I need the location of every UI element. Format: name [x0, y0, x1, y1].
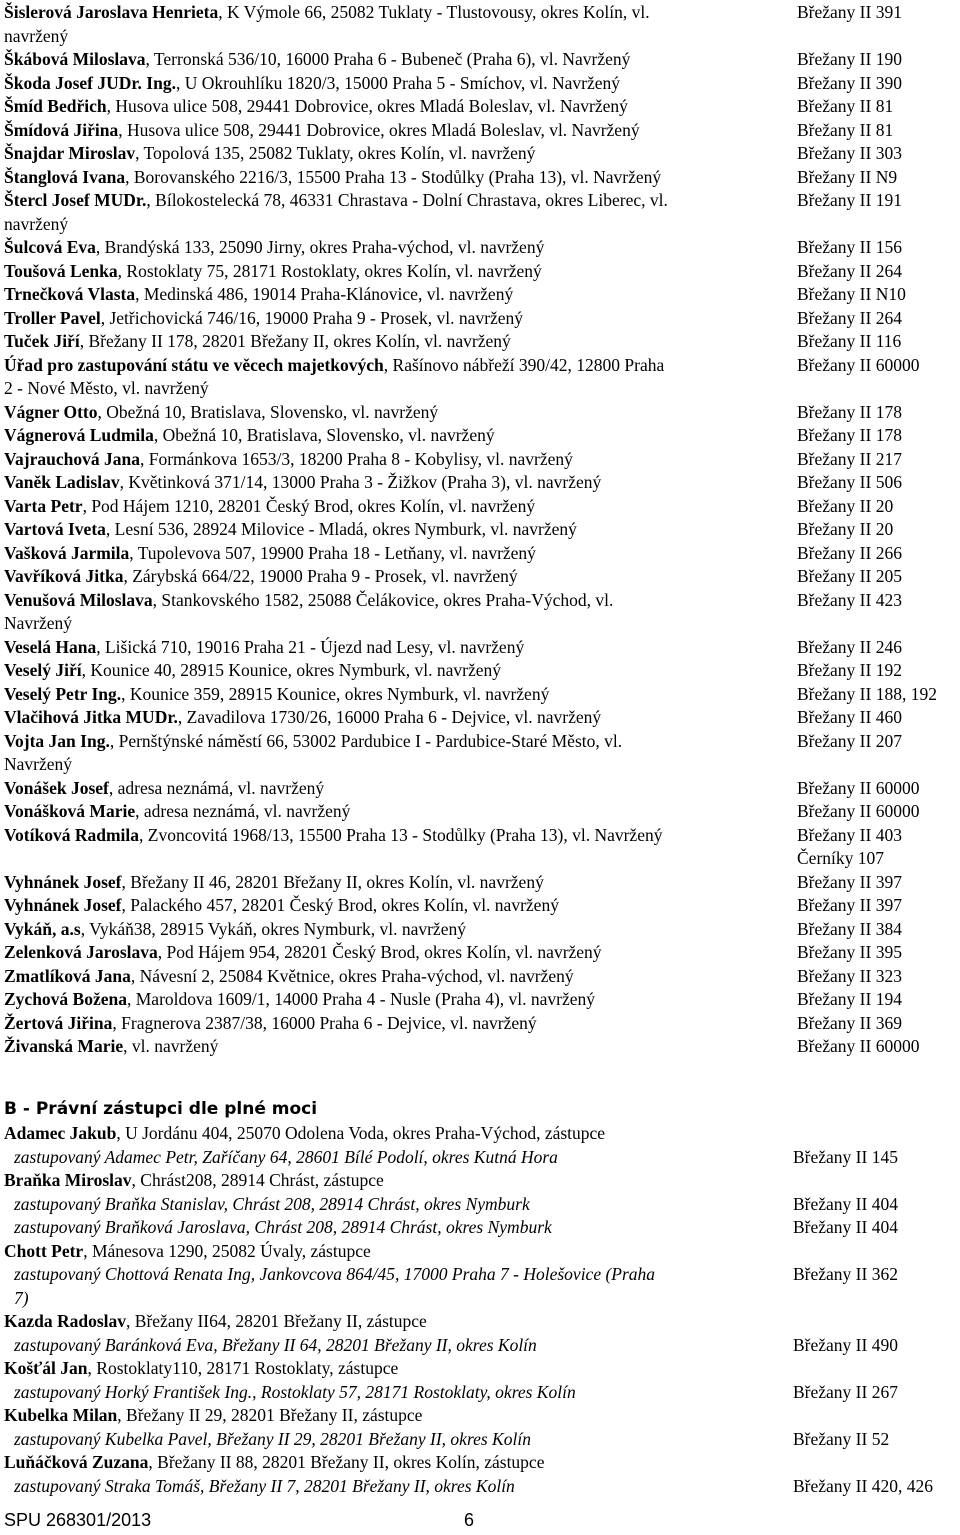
parcel-location: Břežany II 60000	[797, 777, 920, 798]
owner-name: Vonášek Josef	[4, 777, 109, 798]
owner-name: Vágner Otto	[4, 401, 98, 422]
owner-name: Vykáň, a.s	[4, 918, 81, 939]
represented-client	[14, 1381, 956, 1405]
owner-name: Vojta Jan Ing.	[4, 730, 110, 751]
representative-name: Chott Petr	[4, 1240, 84, 1261]
owner-text	[4, 424, 792, 448]
representative-address: , Břežany II 29, 28201 Břežany II, zástupce	[117, 1405, 423, 1425]
parcel-location: Břežany II 60000	[797, 801, 920, 821]
owner-text	[4, 72, 792, 96]
representative-name: Kazda Radoslav	[4, 1311, 127, 1331]
owner-address: , K Výmole 66, 25082 Tuklaty - Tlustovousy, okres Kolín, vl.	[218, 2, 650, 22]
owner-entry	[4, 659, 956, 683]
parcel-location: Břežany II 397	[797, 895, 902, 915]
owner-entry	[4, 965, 956, 989]
owner-name: Zelenková Jaroslava	[4, 942, 158, 962]
owner-name: Šislerová Jaroslava Henrieta	[4, 2, 219, 22]
owner-address: , Formánkova 1653/3, 18200 Praha 8 - Kobylisy, vl. navržený	[139, 448, 573, 469]
representative	[4, 1451, 544, 1475]
parcel-location: Břežany II 145	[793, 1146, 898, 1167]
owner-text	[4, 142, 792, 166]
representative	[4, 1357, 398, 1381]
owner-text	[4, 941, 792, 965]
representative-address: , Břežany II64, 28201 Břežany II, zástupce	[126, 1311, 427, 1331]
owner-text	[4, 330, 792, 354]
parcel-location: Břežany II 460	[797, 707, 902, 727]
owner-address: , Lesní 536, 28924 Milovice - Mladá, okres Nymburk, vl. navržený	[105, 519, 577, 539]
owner-name: Votíková Radmila	[4, 824, 140, 845]
parcel-location: Břežany II 188, 192	[797, 683, 937, 704]
owner-name: Venušová Miloslava	[4, 589, 153, 610]
owner-text	[4, 706, 792, 730]
represented-client	[14, 1216, 956, 1240]
owner-name: Vaněk Ladislav	[4, 472, 120, 492]
owner-entry	[4, 542, 956, 566]
parcel-location: Břežany II N9	[797, 166, 898, 187]
owner-entry	[4, 95, 956, 119]
owner-address: , Maroldova 1609/1, 14000 Praha 4 - Nusle (Praha 4), vl. navržený	[127, 989, 596, 1009]
owner-address: , Pod Hájem 954, 28201 Český Brod, okres Kolín, vl. navržený	[157, 942, 602, 962]
represented-client	[14, 1428, 956, 1452]
owner-entry	[4, 1035, 956, 1059]
owner-text	[4, 659, 792, 683]
owner-text	[4, 1012, 792, 1036]
owner-address: , Bílokostelecká 78, 46331 Chrastava - Dolní Chrastava, okres Liberec, vl.	[146, 190, 668, 210]
parcel-location: Břežany II 390	[797, 72, 902, 93]
owner-entry	[4, 448, 956, 472]
owner-address: , Medinská 486, 19014 Praha-Klánovice, vl. navržený	[135, 284, 514, 304]
owner-name: Troller Pavel	[4, 307, 101, 328]
owner-text	[4, 871, 792, 895]
parcel-location: Břežany II 81	[797, 119, 894, 140]
parcel-location: Břežany II 60000	[797, 354, 920, 375]
owner-text	[4, 800, 792, 824]
owner-entry	[4, 119, 956, 143]
owner-text	[4, 1, 792, 25]
owner-entry	[4, 401, 956, 425]
represented-client	[14, 1193, 956, 1217]
representative-address: , Mánesova 1290, 25082 Úvaly, zástupce	[83, 1240, 371, 1261]
owner-address: , Obežná 10, Bratislava, Slovensko, vl. navržený	[153, 425, 495, 445]
owner-name: Úřad pro zastupování státu ve věcech majetkových	[4, 354, 384, 375]
owner-name: Veselý Jiří	[4, 660, 82, 680]
owner-name: Živanská Marie	[4, 1036, 124, 1056]
represented-client-text: zastupovaný Braňka Stanislav, Chrást 208, 28914 Chrást, okres Nymburk	[14, 1193, 530, 1214]
owner-name: Veselá Hana	[4, 636, 97, 657]
parcel-location-extra: Černíky 107	[797, 848, 885, 868]
owner-text	[4, 589, 792, 613]
parcel-location: Břežany II 116	[797, 331, 902, 351]
owner-text	[4, 95, 792, 119]
owner-address: , Husova ulice 508, 29441 Dobrovice, okres Mladá Boleslav, vl. Navržený	[118, 119, 640, 140]
owner-text	[4, 542, 792, 566]
owner-text-continuation: navržený	[4, 213, 69, 234]
owner-entry	[4, 283, 956, 307]
represented-client	[14, 1263, 956, 1287]
owner-name: Zmatlíková Jana	[4, 965, 131, 986]
owner-address: , Vykáň38, 28915 Vykáň, okres Nymburk, vl. navržený	[80, 918, 466, 939]
page-number: 6	[464, 1510, 475, 1530]
parcel-location: Břežany II 267	[793, 1381, 898, 1402]
owner-address: , Zárybská 664/22, 19000 Praha 9 - Prosek, vl. navržený	[123, 566, 518, 586]
representative-name: Košťál Jan	[4, 1358, 88, 1378]
parcel-location: Břežany II 52	[793, 1428, 890, 1449]
represented-client-text: zastupovaný Straka Tomáš, Břežany II 7, 28201 Břežany II, okres Kolín	[14, 1475, 515, 1496]
parcel-location: Břežany II 190	[797, 49, 902, 69]
owner-entry	[4, 236, 956, 260]
owner-entry	[4, 189, 956, 213]
parcel-location: Břežany II 205	[797, 566, 902, 586]
owner-entry	[4, 565, 956, 589]
parcel-location: Břežany II 397	[797, 871, 902, 892]
owner-text-continuation: Navržený	[4, 613, 73, 633]
representative-name: Braňka Miroslav	[4, 1170, 132, 1190]
owner-text	[4, 824, 792, 848]
parcel-location: Břežany II 362	[793, 1264, 898, 1284]
owner-entry	[4, 354, 956, 378]
represented-client-text: zastupovaný Chottová Renata Ing, Jankovcova 864/45, 17000 Praha 7 - Holešovice (Praha	[14, 1264, 656, 1284]
owner-address: , Břežany II 46, 28201 Břežany II, okres Kolín, vl. navržený	[121, 871, 544, 892]
owner-name: Veselý Petr Ing.	[4, 683, 122, 704]
parcel-location: Břežany II 20	[797, 519, 894, 539]
parcel-location: Břežany II 60000	[797, 1036, 920, 1056]
representative-name: Adamec Jakub	[4, 1123, 117, 1143]
represented-client	[14, 1146, 956, 1170]
representative-address: , Břežany II 88, 28201 Břežany II, okres Kolín, zástupce	[148, 1452, 545, 1472]
representative	[4, 1240, 371, 1264]
owner-entry	[4, 941, 956, 965]
parcel-location: Břežany II 404	[793, 1217, 898, 1237]
document-id: SPU 268301/2013	[4, 1510, 152, 1530]
owner-text	[4, 260, 792, 284]
parcel-location: Břežany II 266	[797, 542, 902, 563]
parcel-location: Břežany II N10	[797, 284, 906, 304]
owner-entry	[4, 824, 956, 848]
owner-name: Trnečková Vlasta	[4, 284, 136, 304]
parcel-location: Břežany II 156	[797, 237, 902, 257]
owner-name: Zychová Božena	[4, 989, 127, 1009]
owner-text	[4, 1035, 792, 1059]
owner-text	[4, 730, 792, 754]
representative-address: , Chrást208, 28914 Chrást, zástupce	[131, 1170, 384, 1190]
represented-client-text: zastupovaný Baránková Eva, Břežany II 64, 28201 Břežany II, okres Kolín	[14, 1334, 537, 1355]
represented-client-text: zastupovaný Adamec Petr, Zaříčany 64, 28601 Bílé Podolí, okres Kutná Hora	[14, 1146, 558, 1167]
owner-entry	[4, 48, 956, 72]
owner-text-continuation: Navržený	[4, 754, 73, 774]
owner-address: , Rašínovo nábřeží 390/42, 12800 Praha	[383, 354, 665, 375]
owner-name: Štercl Josef MUDr.	[4, 190, 147, 210]
owner-entry	[4, 777, 956, 801]
owner-address: , Rostoklaty 75, 28171 Rostoklaty, okres Kolín, vl. navržený	[117, 260, 542, 281]
owner-name: Vajrauchová Jana	[4, 448, 140, 469]
owner-entry	[4, 260, 956, 284]
parcel-location: Břežany II 20	[797, 495, 894, 516]
owner-entry	[4, 800, 956, 824]
owner-text	[4, 495, 792, 519]
owner-entry	[4, 706, 956, 730]
represented-client-text: zastupovaný Horký František Ing., Rostoklaty 57, 28171 Rostoklaty, okres Kolín	[14, 1381, 576, 1402]
parcel-location: Břežany II 194	[797, 989, 902, 1009]
owner-address: , adresa neznámá, vl. navržený	[108, 777, 325, 798]
owner-address: , Pod Hájem 1210, 28201 Český Brod, okres Kolín, vl. navržený	[82, 495, 536, 516]
owner-entry	[4, 918, 956, 942]
owner-address: , Kounice 359, 28915 Kounice, okres Nymburk, vl. navržený	[121, 683, 550, 704]
owner-name: Vágnerová Ludmila	[4, 425, 154, 445]
owner-text-continuation: 2 - Nové Město, vl. navržený	[4, 378, 209, 398]
owner-text	[4, 307, 792, 331]
owner-name: Vašková Jarmila	[4, 542, 130, 563]
owner-text	[4, 48, 792, 72]
parcel-location: Břežany II 81	[797, 96, 894, 116]
owner-entry	[4, 471, 956, 495]
owner-address: , Borovanského 2216/3, 15500 Praha 13 - Stodůlky (Praha 13), vl. Navržený	[125, 166, 662, 187]
owner-text	[4, 777, 792, 801]
owner-entry	[4, 424, 956, 448]
owner-entry	[4, 589, 956, 613]
parcel-location: Břežany II 264	[797, 260, 902, 281]
owner-text	[4, 636, 792, 660]
owner-name: Šmídová Jiřina	[4, 119, 119, 140]
owner-name: Žertová Jiřina	[4, 1012, 113, 1033]
representative-address: , U Jordánu 404, 25070 Odolena Voda, okres Praha-Východ, zástupce	[116, 1123, 606, 1143]
parcel-location: Břežany II 490	[793, 1334, 898, 1355]
parcel-location: Břežany II 217	[797, 448, 902, 469]
owner-entry	[4, 894, 956, 918]
owner-text	[4, 965, 792, 989]
owner-address: , Tupolevova 507, 19900 Praha 18 - Letňany, vl. navržený	[129, 542, 536, 563]
owner-text	[4, 565, 792, 589]
owner-text	[4, 401, 792, 425]
owner-address: , Husova ulice 508, 29441 Dobrovice, okres Mladá Boleslav, vl. Navržený	[106, 96, 628, 116]
owner-entry	[4, 330, 956, 354]
parcel-location: Břežany II 403	[797, 824, 902, 845]
owner-text	[4, 354, 792, 378]
owner-text	[4, 166, 792, 190]
owner-entry	[4, 1012, 956, 1036]
owner-address: , Břežany II 178, 28201 Břežany II, okres Kolín, vl. navržený	[79, 331, 511, 351]
parcel-location: Břežany II 420, 426	[793, 1475, 933, 1496]
owner-address: , adresa neznámá, vl. navržený	[135, 801, 351, 821]
represented-client-text: zastupovaný Kubelka Pavel, Břežany II 29, 28201 Břežany II, okres Kolín	[14, 1428, 531, 1449]
owner-text	[4, 236, 792, 260]
parcel-location: Břežany II 506	[797, 472, 902, 492]
represented-client-text-cont: 7)	[14, 1287, 29, 1308]
parcel-location: Břežany II 178	[797, 401, 902, 422]
owner-entry	[4, 166, 956, 190]
parcel-location: Břežany II 323	[797, 965, 902, 986]
representative-name: Kubelka Milan	[4, 1405, 118, 1425]
owner-text	[4, 988, 792, 1012]
owner-name: Šmíd Bedřich	[4, 96, 107, 116]
parcel-location: Břežany II 369	[797, 1012, 902, 1033]
owner-name: Tuček Jiří	[4, 331, 80, 351]
owner-address: , Pernštýnské náměstí 66, 53002 Pardubice I - Pardubice-Staré Město, vl.	[109, 730, 623, 751]
owner-address: , Obežná 10, Bratislava, Slovensko, vl. navržený	[97, 401, 439, 422]
owner-entry	[4, 142, 956, 166]
representative-name: Luňáčková Zuzana	[4, 1452, 149, 1472]
owner-name: Šnajdar Miroslav	[4, 143, 136, 163]
owner-entry	[4, 683, 956, 707]
owner-address: , Terronská 536/10, 16000 Praha 6 - Bubeneč (Praha 6), vl. Navržený	[145, 49, 631, 69]
owner-address: , Návesní 2, 25084 Květnice, okres Praha-východ, vl. navržený	[130, 965, 574, 986]
owner-name: Vyhnánek Josef	[4, 871, 122, 892]
owner-entry	[4, 636, 956, 660]
owner-entry	[4, 518, 956, 542]
owner-address: , Zavadilova 1730/26, 16000 Praha 6 - Dejvice, vl. navržený	[177, 707, 602, 727]
owner-text	[4, 283, 792, 307]
parcel-location: Břežany II 391	[797, 2, 902, 22]
section-b-heading: B - Právní zástupci dle plné moci	[4, 1099, 318, 1119]
owner-address: , Topolová 135, 25082 Tuklaty, okres Kolín, vl. navržený	[135, 143, 536, 163]
represented-client-text: zastupovaný Braňková Jaroslava, Chrást 208, 28914 Chrást, okres Nymburk	[14, 1217, 552, 1237]
owner-entry	[4, 72, 956, 96]
owner-text	[4, 518, 792, 542]
owner-name: Vavříková Jitka	[4, 566, 124, 586]
parcel-location: Břežany II 191	[797, 190, 902, 210]
parcel-location: Břežany II 303	[797, 143, 902, 163]
represented-client	[14, 1334, 956, 1358]
owner-name: Škoda Josef JUDr. Ing.	[4, 72, 176, 93]
owner-name: Vlačihová Jitka MUDr.	[4, 707, 178, 727]
representative	[4, 1169, 384, 1193]
owner-address: , Fragnerova 2387/38, 16000 Praha 6 - Dejvice, vl. navržený	[112, 1012, 537, 1033]
owner-address: , Květinková 371/14, 13000 Praha 3 - Žižkov (Praha 3), vl. navržený	[119, 472, 602, 492]
parcel-location: Břežany II 178	[797, 425, 902, 445]
parcel-location: Břežany II 404	[793, 1193, 898, 1214]
owner-entry	[4, 988, 956, 1012]
parcel-location: Břežany II 384	[797, 918, 902, 939]
parcel-location: Břežany II 264	[797, 307, 902, 328]
owner-entry	[4, 307, 956, 331]
owner-text	[4, 189, 792, 213]
owner-text	[4, 683, 792, 707]
owner-name: Vyhnánek Josef	[4, 895, 122, 915]
page-footer	[4, 1508, 475, 1532]
owner-entry	[4, 495, 956, 519]
owner-text-continuation: navržený	[4, 25, 69, 46]
parcel-location: Břežany II 423	[797, 589, 902, 610]
owner-address: , Brandýská 133, 25090 Jirny, okres Praha-východ, vl. navržený	[95, 237, 545, 257]
representative	[4, 1404, 422, 1428]
owner-entry	[4, 730, 956, 754]
parcel-location: Břežany II 246	[797, 636, 902, 657]
represented-client-continuation	[14, 1287, 956, 1311]
owner-name: Toušová Lenka	[4, 260, 118, 281]
owner-name: Vonášková Marie	[4, 801, 136, 821]
representative-address: , Rostoklaty110, 28171 Rostoklaty, zástupce	[87, 1358, 399, 1378]
parcel-location: Břežany II 207	[797, 730, 902, 751]
owner-address: , Lišická 710, 19016 Praha 21 - Újezd nad Lesy, vl. navržený	[96, 636, 525, 657]
owner-address: , Zvoncovitá 1968/13, 15500 Praha 13 - Stodůlky (Praha 13), vl. Navržený	[139, 824, 663, 845]
owner-address: , Jetřichovická 746/16, 19000 Praha 9 - Prosek, vl. navržený	[100, 307, 524, 328]
owner-name: Škábová Miloslava	[4, 49, 146, 69]
represented-client	[14, 1475, 956, 1499]
owner-text	[4, 471, 792, 495]
representative	[4, 1122, 605, 1146]
owner-address: , Kounice 40, 28915 Kounice, okres Nymburk, vl. navržený	[81, 660, 502, 680]
owner-text	[4, 894, 792, 918]
owner-text	[4, 119, 792, 143]
owner-address: , vl. navržený	[123, 1036, 219, 1056]
owner-address: , Stankovského 1582, 25088 Čelákovice, okres Praha-Východ, vl.	[152, 589, 614, 610]
owner-text	[4, 448, 792, 472]
owner-name: Šulcová Eva	[4, 237, 96, 257]
owner-name: Štanglová Ivana	[4, 166, 126, 187]
parcel-location: Břežany II 192	[797, 660, 902, 680]
owner-text	[4, 918, 792, 942]
owner-address: , Palackého 457, 28201 Český Brod, okres Kolín, vl. navržený	[121, 895, 559, 915]
owner-address: , U Okrouhlíku 1820/3, 15000 Praha 5 - Smíchov, vl. Navržený	[175, 72, 621, 93]
owner-name: Vartová Iveta	[4, 519, 106, 539]
owner-entry	[4, 1, 956, 25]
parcel-location: Břežany II 395	[797, 942, 902, 962]
owner-entry	[4, 871, 956, 895]
representative	[4, 1310, 427, 1334]
owner-name: Varta Petr	[4, 495, 83, 516]
